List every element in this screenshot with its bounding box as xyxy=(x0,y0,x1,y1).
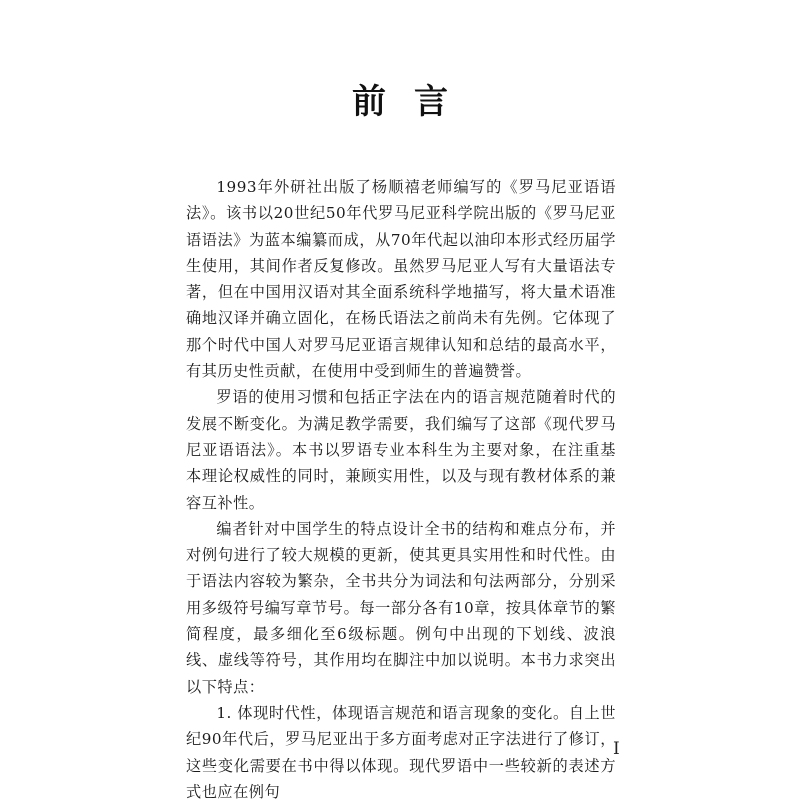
paragraph-3: 编者针对中国学生的特点设计全书的结构和难点分布，并对例句进行了较大规模的更新，使其更具实用性和时代性。由于语法内容较为繁杂，全书共分为词法和句法两部分，分别采用多级符号编写章节号。每一部分各有10章，按具体章节的繁简程度，最多细化至6级标题。例句中出现的下划线、波浪线、虚线等符号，其作用均在脚注中加以说明。本书力求突出以下特点： xyxy=(186,519,616,696)
page-number: I xyxy=(613,739,620,759)
paragraph-4: 1. 体现时代性，体现语言规范和语言现象的变化。自上世纪90年代后，罗马尼亚出于多方面考虑对正字法进行了修订，这些变化需要在书中得以体现。现代罗语中一些较新的表述方式也应在例句 xyxy=(186,703,616,801)
preface-body xyxy=(186,174,616,805)
paragraph-1: 1993年外研社出版了杨顺禧老师编写的《罗马尼亚语语法》。该书以20世纪50年代罗马尼亚科学院出版的《罗马尼亚语语法》为蓝本编纂而成，从70年代起以油印本形式经历届学生使用，其间作者反复修改。虽然罗马尼亚人写有大量语法专著，但在中国用汉语对其全面系统科学地描写，将大量术语准确地汉译并确立固化，在杨氏语法之前尚未有先例。它体现了那个时代中国人对罗马尼亚语言规律认知和总结的最高水平，有其历史性贡献，在使用中受到师生的普遍赞誉。 xyxy=(186,178,616,381)
page-title: 前言 xyxy=(352,82,476,122)
paragraph-2: 罗语的使用习惯和包括正字法在内的语言规范随着时代的发展不断变化。为满足教学需要，我们编写了这部《现代罗马尼亚语语法》。本书以罗语专业本科生为主要对象，在注重基本理论权威性的同时，兼顾实用性，以及与现有教材体系的兼容互补性。 xyxy=(186,388,616,512)
